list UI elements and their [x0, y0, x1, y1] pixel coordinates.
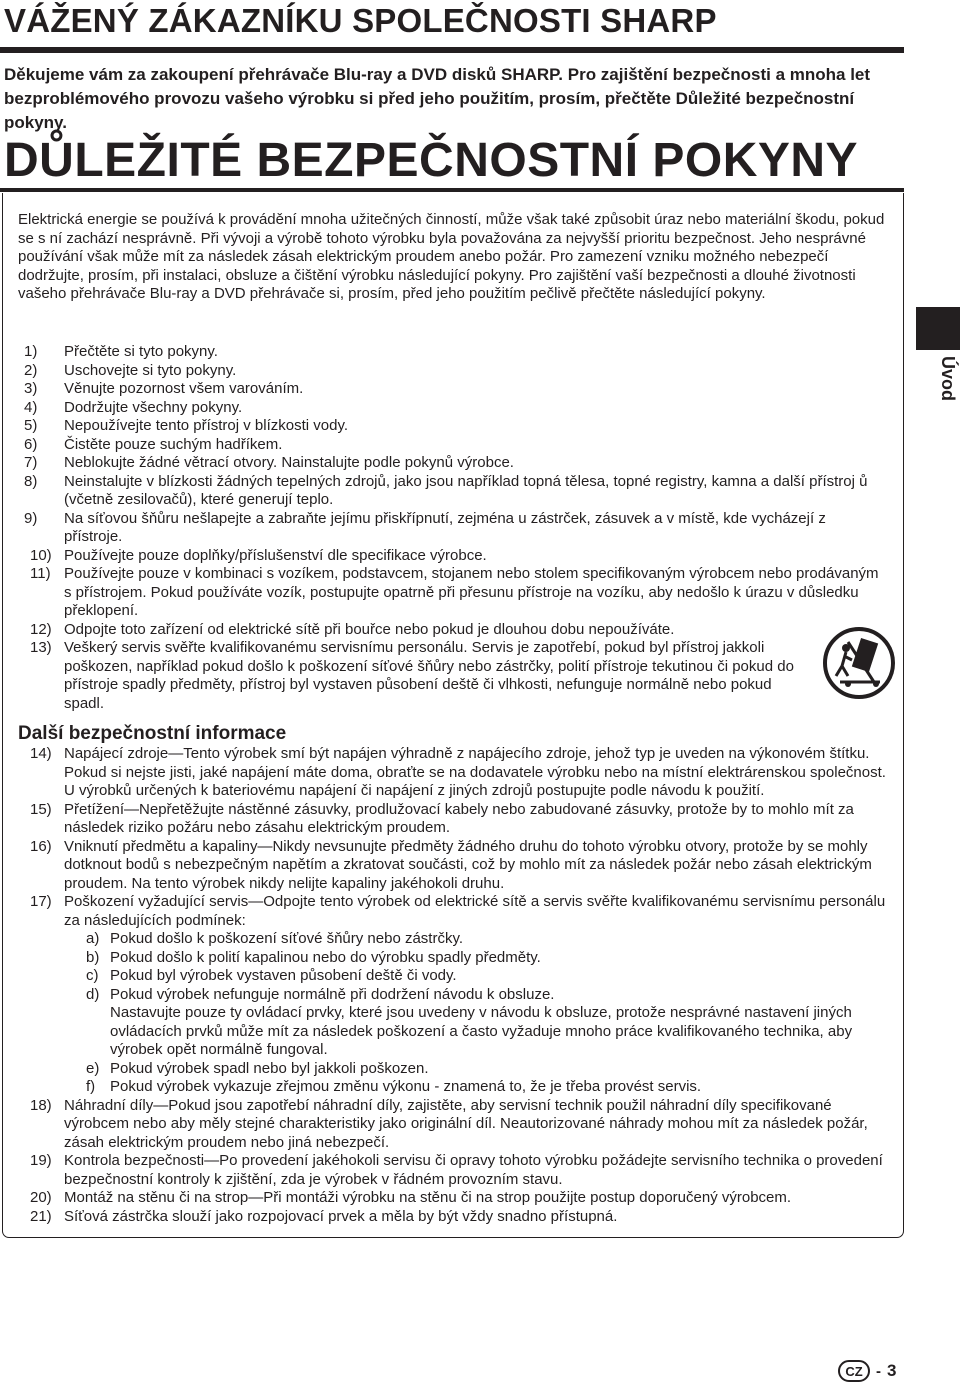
- damage-conditions-list: [64, 930, 886, 1097]
- sub-list-text: Pokud došlo k poškození síťové šňůry nebo zástrčky.: [110, 930, 464, 947]
- list-item: [18, 547, 886, 566]
- list-item-number: 4): [24, 398, 38, 416]
- list-item: [18, 417, 886, 436]
- list-item: [18, 399, 886, 418]
- sub-list-item: [64, 1060, 886, 1079]
- list-item-text: Používejte pouze doplňky/příslušenství dle specifikace výrobce.: [64, 546, 487, 564]
- list-item-text: Přečtěte si tyto pokyny.: [64, 343, 218, 360]
- sub-list-note: Nastavujte pouze ty ovládací prvky, které jsou uvedeny v návodu k obsluze, protože nesprávné nastavení jiných ovládacích prvků může mít za následek poškození a často vyžaduje mnoho práce kvalifikovaného technika, aby výrobek opět normálně fungoval.: [110, 1004, 853, 1058]
- main-title: DŮLEŽITÉ BEZPEČNOSTNÍ POKYNY: [4, 134, 859, 187]
- section-heading: Další bezpečnostní informace: [18, 723, 287, 744]
- sub-list-text: Pokud výrobek nefunguje normálně při dodržení návodu k obsluze.: [110, 985, 555, 1003]
- list-item-number: 13): [30, 639, 52, 656]
- list-item: [18, 436, 886, 455]
- list-item-number: 8): [24, 472, 38, 490]
- list-item: [18, 838, 886, 894]
- list-item-text: Přetížení—Nepřetěžujte nástěnné zásuvky, prodlužovací kabely nebo zabudované zásuvky, protože by to mohlo mít za následek riziko požáru nebo zásahu elektrickým proudem.: [64, 800, 854, 836]
- section-tab-label: Úvod: [938, 356, 958, 401]
- list-item-text: Používejte pouze v kombinaci s vozíkem, podstavcem, stojanem nebo stolem specifikovaným výrobcem nebo prodávaným s přístrojem. Pokud používáte vozík, postupujte opatrně při přesunu přístroje na vozíku, aby nedošlo k úrazu v důsledku překlopení.: [64, 565, 879, 619]
- list-item-text: Kontrola bezpečnosti—Po provedení jakéhokoli servisu či opravy tohoto výrobku požádejte servisního technika o provedení bezpečnostní kontroly k zjištění, zda je výrobek v řádném provozním stavu.: [64, 1152, 883, 1188]
- list-item-text: Napájecí zdroje—Tento výrobek smí být napájen výhradně z napájecího zdroje, jehož typ je uveden na výkonovém štítku. Pokud si nejste jisti, jaké napájení máte doma, obraťte se na dodavatele výrobku nebo na místní elektrárenskou společnost. U výrobků určených k bateriovému napájení či napájení z jiných zdrojů postupujte podle návodu k použití.: [64, 745, 886, 799]
- sub-list-letter: d): [86, 985, 100, 1003]
- list-item: [18, 893, 886, 1097]
- list-item: [18, 473, 886, 510]
- list-item-text: Uschovejte si tyto pokyny.: [64, 361, 237, 379]
- list-item-text: Věnujte pozornost všem varováním.: [64, 380, 304, 397]
- list-item: [18, 565, 886, 621]
- sub-list-letter: b): [86, 948, 100, 966]
- list-item: [18, 639, 808, 713]
- sub-list-letter: a): [86, 930, 100, 947]
- list-item-text: Vniknutí předmětu a kapaliny—Nikdy nevsunujte předměty žádného druhu do tohoto výrobku otvory, protože by se mohly dotknout bodů s nebezpečným napětím a zkratovat součásti, což by mohlo mít za následek požár nebo zásah elektrickým proudem. Na tento výrobek nikdy nelijte kapaliny jakéhokoli druhu.: [64, 837, 872, 892]
- intro-text: Děkujeme vám za zakoupení přehrávače Blu-ray a DVD disků SHARP. Pro zajištění bezpečnosti a mnoha let bezproblémového provozu vašeho výrobku si před jeho použitím, prosím, přečtěte Důležité bezpečnostní pokyny.: [4, 65, 871, 132]
- list-item-text: Veškerý servis svěřte kvalifikovanému servisnímu personálu. Servis je zapotřebí, pokud byl přístroj jakkoli poškozen, například pokud došlo k poškození síťové šňůry nebo zástrčky, polití přístroje tekutinou či pokud do přístroje spadly předměty, přístroj byl vystaven působení deště či vlhkosti, nefunguje normálně nebo pokud spadl.: [64, 639, 794, 712]
- list-item: [18, 1189, 886, 1208]
- list-item: [18, 362, 886, 381]
- list-item-text: Odpojte toto zařízení od elektrické sítě při bouřce nebo pokud je dlouhou dobu nepoužíváte.: [64, 620, 675, 638]
- list-item: [18, 454, 886, 473]
- sub-list-item: [64, 930, 886, 949]
- header-title: VÁŽENÝ ZÁKAZNÍKU SPOLEČNOSTI SHARP: [4, 2, 717, 39]
- list-item: [18, 510, 886, 547]
- sub-list-text: Pokud došlo k polití kapalinou nebo do výrobku spadly předměty.: [110, 948, 541, 966]
- list-item: [18, 1152, 886, 1189]
- list-item-number: 9): [24, 509, 38, 527]
- sub-list-text: Pokud výrobek spadl nebo byl jakkoli poškozen.: [110, 1059, 429, 1077]
- list-item-text: Nepoužívejte tento přístroj v blízkosti vody.: [64, 417, 349, 434]
- list-item-text: Poškození vyžadující servis—Odpojte tento výrobek od elektrické sítě a servis svěřte kvalifikovanému servisnímu personálu za následujících podmínek:: [64, 893, 886, 929]
- list-item-text: Na síťovou šňůru nešlapejte a zabraňte jejímu přiskřípnutí, zejména u zástrček, zásuvek a v místě, kde vycházejí z přístroje.: [64, 509, 826, 545]
- list-item-number: 21): [30, 1207, 52, 1225]
- language-badge: CZ: [838, 1360, 870, 1382]
- page-number-separator: -: [876, 1362, 881, 1380]
- list-item: [18, 1208, 886, 1227]
- list-item: [18, 1097, 886, 1153]
- list-item-number: 18): [30, 1096, 52, 1114]
- list-item: [18, 621, 886, 640]
- safety-intro-paragraph: Elektrická energie se používá k provádění mnoha užitečných činností, může však také způsobit úraz nebo materiální škodu, pokud se s ní zachází nesprávně. Při vývoji a výrobě tohoto výrobku byla považována za nejvyšší prioritu bezpečnost. Jeho nesprávné používání však může mít za následek zásah elektrickým proudem anebo požár. Pro zamezení vzniku možného nebezpečí dodržujte, prosím, při instalaci, obsluze a čištění výrobku následující pokyny. Pro zajištění vaší bezpečnosti a dlouhé životnosti vašeho přehrávače Blu-ray a DVD přehrávače si, prosím, před jeho použitím pečlivě přečtěte následující pokyny.: [18, 211, 885, 302]
- section-tab-marker: [916, 307, 960, 350]
- list-item-number: 2): [24, 361, 38, 379]
- list-item-number: 17): [30, 893, 52, 910]
- list-item-number: 16): [30, 837, 52, 855]
- sub-list-text: Pokud výrobek vykazuje zřejmou změnu výkonu - znamená to, že je třeba provést servis.: [110, 1078, 702, 1095]
- cart-tip-over-warning-icon: [822, 626, 896, 700]
- page-number: 3: [887, 1361, 897, 1380]
- list-item-text: Čistěte pouze suchým hadříkem.: [64, 435, 283, 453]
- list-item: [18, 801, 886, 838]
- sub-list-text: Pokud byl výrobek vystaven působení deště či vody.: [110, 967, 457, 984]
- sub-list-letter: f): [86, 1078, 96, 1095]
- safety-list-basic: [18, 343, 886, 713]
- page-footer: [838, 1358, 896, 1384]
- list-item-number: 15): [30, 800, 52, 818]
- list-item-text: Síťová zástrčka slouží jako rozpojovací prvek a měla by být vždy snadno přístupná.: [64, 1207, 618, 1225]
- header-rule: [0, 47, 904, 53]
- sub-list-item: [64, 1078, 886, 1097]
- list-item-text: Náhradní díly—Pokud jsou zapotřebí náhradní díly, zajistěte, aby servisní technik použil náhradní díly specifikované výrobcem nebo aby měly stejné charakteristiky jako originální díl. Neautorizované náhrady mohou mít za následek požár, zásah elektrickým proudem nebo jiná nebezpečí.: [64, 1096, 868, 1151]
- sub-list-item: [64, 967, 886, 986]
- main-title-rule: [0, 188, 904, 192]
- list-item-number: 14): [30, 745, 52, 762]
- sub-list-item: [64, 986, 886, 1060]
- list-item-text: Montáž na stěnu či na strop—Při montáži výrobku na stěnu či na strop použijte postup doporučený výrobcem.: [64, 1189, 792, 1206]
- list-item-text: Neinstalujte v blízkosti žádných tepelných zdrojů, jako jsou například topná tělesa, topné registry, kamna a další přístroj ů (včetně zesilovačů), které generují teplo.: [64, 472, 868, 508]
- list-item-number: 10): [30, 546, 52, 564]
- sub-list-letter: c): [86, 967, 99, 984]
- list-item-number: 1): [24, 343, 38, 360]
- list-item-number: 11): [30, 565, 51, 582]
- list-item-text: Dodržujte všechny pokyny.: [64, 398, 243, 416]
- sub-list-letter: e): [86, 1059, 100, 1077]
- list-item-number: 12): [30, 620, 52, 638]
- list-item-number: 3): [24, 380, 38, 397]
- list-item: [18, 380, 886, 399]
- sub-list-item: [64, 949, 886, 968]
- list-item-number: 20): [30, 1189, 52, 1206]
- list-item: [18, 745, 886, 801]
- list-item-text: Neblokujte žádné větrací otvory. Nainstalujte podle pokynů výrobce.: [64, 454, 514, 471]
- list-item-number: 19): [30, 1152, 52, 1169]
- safety-list-additional: [18, 745, 886, 1226]
- list-item: [18, 343, 886, 362]
- list-item-number: 7): [24, 454, 38, 471]
- list-item-number: 6): [24, 435, 38, 453]
- list-item-number: 5): [24, 417, 38, 434]
